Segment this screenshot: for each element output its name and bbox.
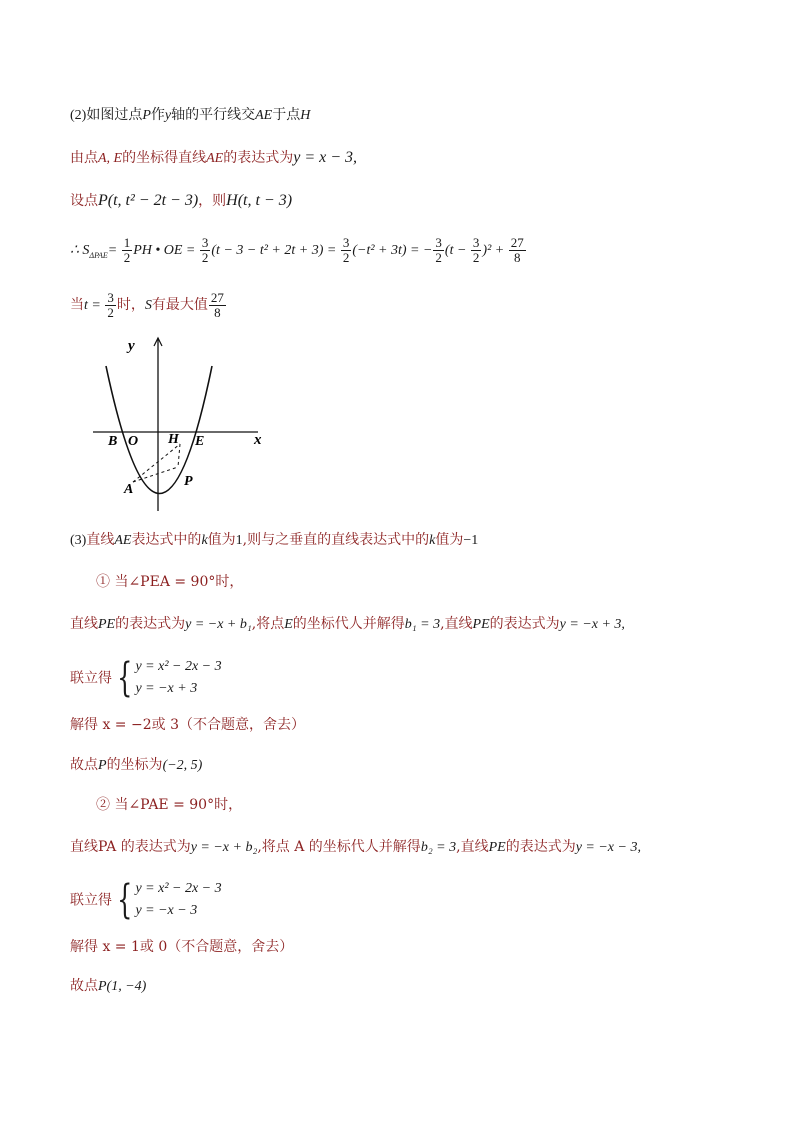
case2-solution: 解得 x = 1或 0（不合题意，舍去） <box>70 939 294 955</box>
line-ae-equation: 由点A, E的坐标得直线AE的表达式为y = x − 3, <box>70 149 358 166</box>
parabola-curve <box>106 366 212 494</box>
label-p: P <box>184 474 193 489</box>
fraction-three-half: $\frac{3}{2}$ <box>201 235 209 265</box>
case1-system: 联立得 { y = x² − 2x − 3 y = −x + 3 <box>70 655 222 702</box>
part3-heading: (3)直线AE表达式中的k值为1,则与之垂直的直线表达式中的k值为−1 <box>70 532 479 548</box>
label-y: y <box>128 338 135 354</box>
fraction-three-half: $\frac{3}{2}$ <box>342 235 350 265</box>
label-x: x <box>254 432 262 448</box>
case2-line-pa: 直线PA 的表达式为y = −x + b₂,将点 A 的坐标代人并解得b₂ = 3,直线PE的表达式为y = −x − 3, <box>70 839 641 855</box>
fraction-three-half: $\frac{3}{2}$ <box>107 290 114 320</box>
case2-system: 联立得 { y = x² − 2x − 3 y = −x − 3 <box>70 877 222 924</box>
label-b: B <box>108 434 118 449</box>
case1-point: 故点P的坐标为(−2, 5) <box>70 757 203 773</box>
label-e: E <box>195 434 205 449</box>
area-expression: ∴ $S_{\Delta PAE}=$ $\frac{1}{2}$ PH • OE = $\frac{3}{2}$ (t − 3 − t² + 2t + 3) = $\frac{3}{2}$ (−t² + 3t) = − $\frac{3}{2}$ (t − $\frac{3}{2}$ )² + $\frac{27}{8}$ <box>70 235 524 265</box>
case2-point: 故点P(1, −4) <box>70 978 147 994</box>
fraction-max: $\frac{27}{8}$ <box>210 290 224 320</box>
segment-hp <box>178 444 180 467</box>
max-value-line: 当t = $\frac{3}{2}$ 时，S有最大值 $\frac{27}{8}$ <box>70 290 224 320</box>
label-h: H <box>168 432 179 447</box>
part2-heading: (2)如图过点P作y轴的平行线交AE于点H <box>70 107 311 123</box>
fraction-three-half: $\frac{3}{2}$ <box>435 235 442 265</box>
fraction-max: $\frac{27}{8}$ <box>510 235 524 265</box>
case1-line-pe: 直线PE的表达式为y = −x + b₁,将点E的坐标代人并解得b₁ = 3,直线PE的表达式为y = −x + 3, <box>70 616 625 632</box>
label-o: O <box>128 434 139 449</box>
case2-label: ② 当∠PAE = 90°时， <box>96 797 243 813</box>
case1-label: ① 当∠PEA = 90°时， <box>96 574 244 590</box>
parabola-graph <box>88 336 278 516</box>
set-point-line: 设点P(t, t² − 2t − 3)，则H(t, t − 3) <box>70 192 293 209</box>
fraction-half: $\frac{1}{2}$ <box>123 235 131 265</box>
case1-solution: 解得 x = −2或 3（不合题意，舍去） <box>70 717 305 733</box>
label-a: A <box>124 482 134 497</box>
fraction-three-half: $\frac{3}{2}$ <box>472 235 480 265</box>
